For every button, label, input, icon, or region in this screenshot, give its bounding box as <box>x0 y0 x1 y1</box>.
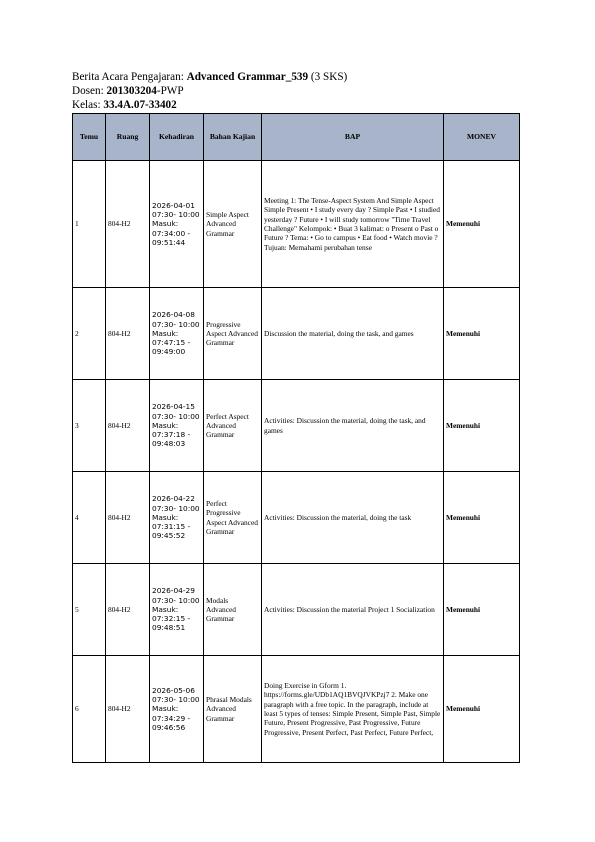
ruang-cell: 804-H2 <box>106 656 150 763</box>
kelas-line <box>72 98 532 112</box>
bap-cell: Doing Exercise in Gform 1. https://forms.gle/UDb1AQ1BVQJVKPzj7 2. Make one paragraph with a free topic. In the paragraph, include at least 5 types of tenses: Simple Present, Simple Past, Simple Future, Present Progressive, Past Progressive, Future Progressive, Present Perfect, Past Perfect, Future Perfect, <box>262 656 444 763</box>
bahan-cell: Progressive Aspect Advanced Grammar <box>204 288 262 380</box>
bahan-cell: Phrasal Modals Advanced Grammar <box>204 656 262 763</box>
temu-cell: 6 <box>73 656 106 763</box>
table-row <box>73 564 520 656</box>
monev-cell: Memenuhi <box>444 161 520 288</box>
temu-cell: 5 <box>73 564 106 656</box>
monev-cell: Memenuhi <box>444 288 520 380</box>
temu-cell: 1 <box>73 161 106 288</box>
monev-cell: Memenuhi <box>444 656 520 763</box>
table-row <box>73 161 520 288</box>
ruang-cell: 804-H2 <box>106 564 150 656</box>
table-row <box>73 380 520 472</box>
col-ruang: Ruang <box>106 114 150 161</box>
kelas-label: Kelas: <box>72 99 104 111</box>
bap-cell: Activities: Discussion the material, doing the task <box>262 472 444 564</box>
col-bap: BAP <box>262 114 444 161</box>
bap-cell: Activities: Discussion the material, doing the task, and games <box>262 380 444 472</box>
bap-table <box>72 113 520 763</box>
temu-cell: 4 <box>73 472 106 564</box>
table-row <box>73 656 520 763</box>
bahan-cell: Perfect Aspect Advanced Grammar <box>204 380 262 472</box>
dosen-label: Dosen: <box>72 85 107 97</box>
kehadiran-cell: 2026-05-06 07:30- 10:00 Masuk: 07:34:29 - 09:46:56 <box>150 656 204 763</box>
dosen-id: 201303204 <box>106 85 157 97</box>
kehadiran-cell: 2026-04-01 07:30- 10:00 Masuk: 07:34:00 - 09:51:44 <box>150 161 204 288</box>
col-temu: Temu <box>73 114 106 161</box>
dosen-line <box>72 84 532 98</box>
temu-cell: 2 <box>73 288 106 380</box>
bap-cell: Activities: Discussion the material Project 1 Socialization <box>262 564 444 656</box>
bahan-cell: Perfect Progressive Aspect Advanced Grammar <box>204 472 262 564</box>
monev-cell: Memenuhi <box>444 564 520 656</box>
ruang-cell: 804-H2 <box>106 161 150 288</box>
col-kehadiran: Kehadiran <box>150 114 204 161</box>
col-bahan-kajian: Bahan Kajian <box>204 114 262 161</box>
kelas-value: 33.4A.07-33402 <box>103 99 177 111</box>
table-row <box>73 288 520 380</box>
title-label: Berita Acara Pengajaran: <box>72 71 187 83</box>
course-name: Advanced Grammar_539 <box>186 71 309 83</box>
kehadiran-cell: 2026-04-29 07:30- 10:00 Masuk: 07:32:15 - 09:48:51 <box>150 564 204 656</box>
ruang-cell: 804-H2 <box>106 380 150 472</box>
document-header <box>72 70 532 112</box>
bap-cell: Discussion the material, doing the task, and games <box>262 288 444 380</box>
table-row <box>73 472 520 564</box>
ruang-cell: 804-H2 <box>106 288 150 380</box>
table-header-row <box>73 114 520 161</box>
bap-cell: Meeting 1: The Tense-Aspect System And Simple Aspect Simple Present • I study every day ? Simple Past • I studied yesterday ? Future • I will study tomorrow "Time Travel Challenge" Kelompok: • Buat 3 kalimat: o Present o Past o Future ? Tema: • Go to campus • Eat food • Watch movie ? Tujuan: Memahami perubahan tense <box>262 161 444 288</box>
ruang-cell: 804-H2 <box>106 472 150 564</box>
bahan-cell: Simple Aspect Advanced Grammar <box>204 161 262 288</box>
dosen-code: -PWP <box>156 85 184 97</box>
kehadiran-cell: 2026-04-08 07:30- 10:00 Masuk: 07:47:15 - 09:49:00 <box>150 288 204 380</box>
title-line <box>72 70 532 84</box>
kehadiran-cell: 2026-04-15 07:30- 10:00 Masuk: 07:37:18 - 09:48:03 <box>150 380 204 472</box>
bahan-cell: Modals Advanced Grammar <box>204 564 262 656</box>
col-monev: MONEV <box>444 114 520 161</box>
kehadiran-cell: 2026-04-22 07:30- 10:00 Masuk: 07:31:15 - 09:45:52 <box>150 472 204 564</box>
course-credits: (3 SKS) <box>308 71 348 83</box>
monev-cell: Memenuhi <box>444 472 520 564</box>
monev-cell: Memenuhi <box>444 380 520 472</box>
temu-cell: 3 <box>73 380 106 472</box>
